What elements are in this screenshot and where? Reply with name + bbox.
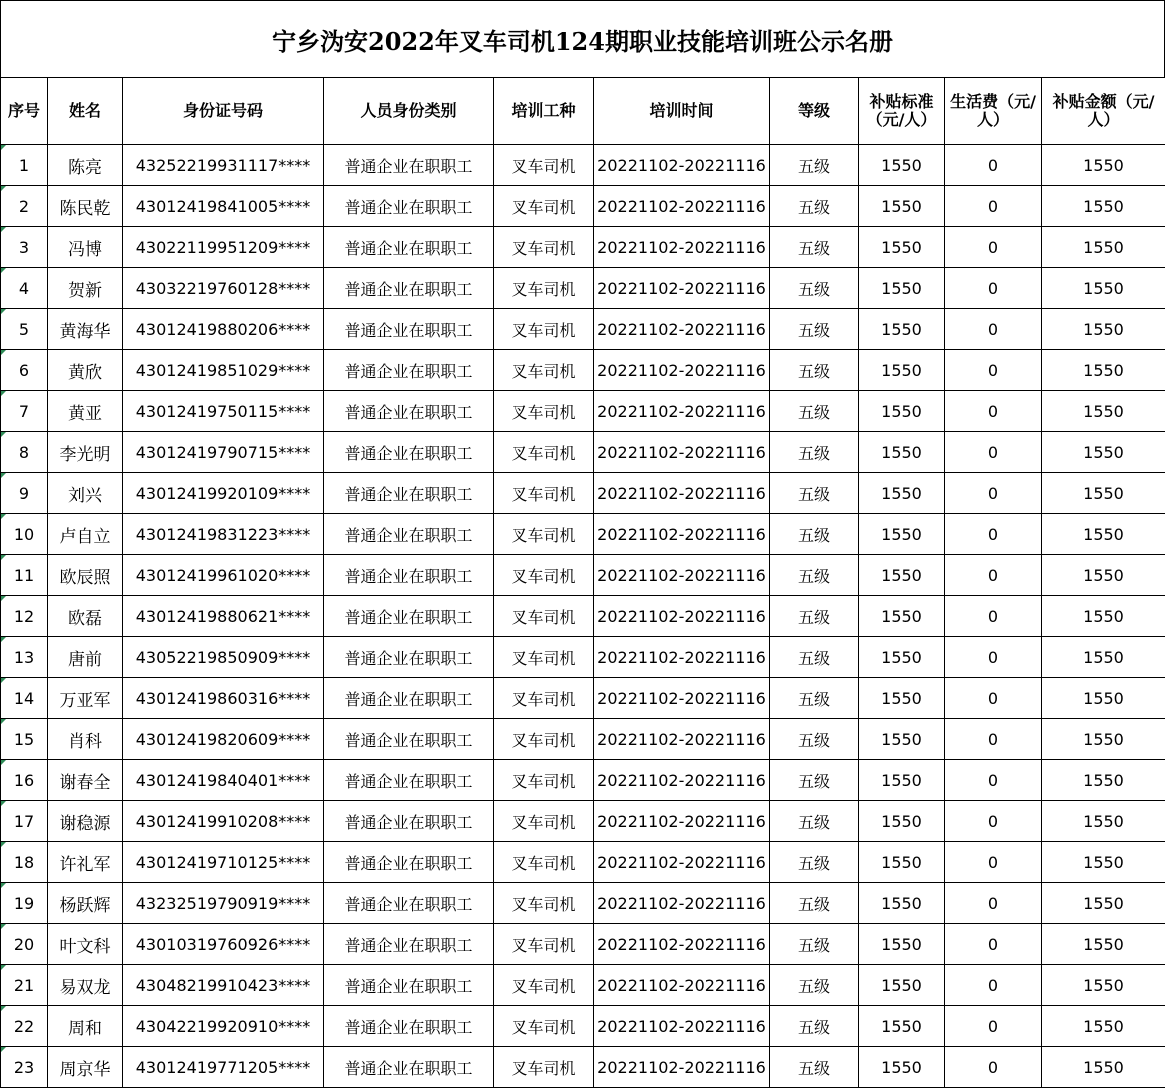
cell-category[interactable]: 普通企业在职职工: [324, 719, 494, 760]
cell-seq[interactable]: 5: [1, 309, 48, 350]
cell-seq[interactable]: 7: [1, 391, 48, 432]
cell-period[interactable]: 20221102-20221116: [594, 309, 770, 350]
cell-period[interactable]: 20221102-20221116: [594, 1047, 770, 1088]
cell-seq[interactable]: 3: [1, 227, 48, 268]
cell-trade[interactable]: 叉车司机: [494, 637, 594, 678]
cell-subsidy-amount[interactable]: 1550: [1042, 1047, 1165, 1088]
cell-name[interactable]: 黄海华: [48, 309, 123, 350]
cell-seq[interactable]: 11: [1, 555, 48, 596]
cell-living-cost[interactable]: 0: [945, 309, 1042, 350]
cell-level[interactable]: 五级: [770, 719, 859, 760]
cell-period[interactable]: 20221102-20221116: [594, 801, 770, 842]
cell-trade[interactable]: 叉车司机: [494, 1006, 594, 1047]
cell-level[interactable]: 五级: [770, 637, 859, 678]
cell-id-number[interactable]: 43232519790919****: [123, 883, 324, 924]
cell-category[interactable]: 普通企业在职职工: [324, 350, 494, 391]
cell-subsidy-standard[interactable]: 1550: [859, 145, 945, 186]
cell-subsidy-standard[interactable]: 1550: [859, 637, 945, 678]
cell-period[interactable]: 20221102-20221116: [594, 227, 770, 268]
cell-subsidy-standard[interactable]: 1550: [859, 514, 945, 555]
cell-name[interactable]: 冯博: [48, 227, 123, 268]
cell-level[interactable]: 五级: [770, 1047, 859, 1088]
cell-trade[interactable]: 叉车司机: [494, 719, 594, 760]
table-row: [1, 801, 1165, 842]
cell-living-cost[interactable]: 0: [945, 637, 1042, 678]
cell-name[interactable]: 黄亚: [48, 391, 123, 432]
header-name[interactable]: 姓名: [48, 78, 123, 145]
cell-trade[interactable]: 叉车司机: [494, 965, 594, 1006]
cell-subsidy-amount[interactable]: 1550: [1042, 391, 1165, 432]
cell-period[interactable]: 20221102-20221116: [594, 596, 770, 637]
header-subsidy-standard[interactable]: 补贴标准（元/人）: [859, 78, 945, 145]
cell-id-number[interactable]: 43012419880621****: [123, 596, 324, 637]
cell-category[interactable]: 普通企业在职职工: [324, 391, 494, 432]
cell-name[interactable]: 周京华: [48, 1047, 123, 1088]
cell-seq[interactable]: 18: [1, 842, 48, 883]
cell-living-cost[interactable]: 0: [945, 555, 1042, 596]
cell-subsidy-amount[interactable]: 1550: [1042, 842, 1165, 883]
table-body: [1, 145, 1165, 1088]
table-row: [1, 883, 1165, 924]
cell-level[interactable]: 五级: [770, 924, 859, 965]
cell-name[interactable]: 李光明: [48, 432, 123, 473]
cell-trade[interactable]: 叉车司机: [494, 555, 594, 596]
cell-name[interactable]: 陈民乾: [48, 186, 123, 227]
cell-category[interactable]: 普通企业在职职工: [324, 965, 494, 1006]
cell-name[interactable]: 万亚军: [48, 678, 123, 719]
cell-subsidy-amount[interactable]: 1550: [1042, 965, 1165, 1006]
cell-living-cost[interactable]: 0: [945, 227, 1042, 268]
cell-category[interactable]: 普通企业在职职工: [324, 883, 494, 924]
cell-period[interactable]: 20221102-20221116: [594, 965, 770, 1006]
cell-subsidy-amount[interactable]: 1550: [1042, 432, 1165, 473]
cell-subsidy-standard[interactable]: 1550: [859, 965, 945, 1006]
cell-category[interactable]: 普通企业在职职工: [324, 760, 494, 801]
cell-period[interactable]: 20221102-20221116: [594, 268, 770, 309]
cell-living-cost[interactable]: 0: [945, 760, 1042, 801]
cell-name[interactable]: 叶文科: [48, 924, 123, 965]
cell-id-number[interactable]: 43010319760926****: [123, 924, 324, 965]
cell-category[interactable]: 普通企业在职职工: [324, 514, 494, 555]
cell-name[interactable]: 卢自立: [48, 514, 123, 555]
cell-trade[interactable]: 叉车司机: [494, 350, 594, 391]
cell-subsidy-amount[interactable]: 1550: [1042, 186, 1165, 227]
cell-id-number[interactable]: 43012419860316****: [123, 678, 324, 719]
cell-name[interactable]: 贺新: [48, 268, 123, 309]
cell-period[interactable]: 20221102-20221116: [594, 842, 770, 883]
cell-subsidy-standard[interactable]: 1550: [859, 596, 945, 637]
cell-id-number[interactable]: 43048219910423****: [123, 965, 324, 1006]
cell-seq[interactable]: 1: [1, 145, 48, 186]
table-row: [1, 432, 1165, 473]
cell-id-number[interactable]: 43012419880206****: [123, 309, 324, 350]
cell-subsidy-standard[interactable]: 1550: [859, 883, 945, 924]
cell-trade[interactable]: 叉车司机: [494, 227, 594, 268]
cell-seq[interactable]: 6: [1, 350, 48, 391]
cell-subsidy-standard[interactable]: 1550: [859, 309, 945, 350]
cell-subsidy-amount[interactable]: 1550: [1042, 227, 1165, 268]
cell-period[interactable]: 20221102-20221116: [594, 186, 770, 227]
cell-id-number[interactable]: 43012419750115****: [123, 391, 324, 432]
cell-subsidy-standard[interactable]: 1550: [859, 924, 945, 965]
cell-period[interactable]: 20221102-20221116: [594, 350, 770, 391]
cell-trade[interactable]: 叉车司机: [494, 309, 594, 350]
cell-category[interactable]: 普通企业在职职工: [324, 186, 494, 227]
header-level[interactable]: 等级: [770, 78, 859, 145]
cell-subsidy-standard[interactable]: 1550: [859, 555, 945, 596]
cell-level[interactable]: 五级: [770, 432, 859, 473]
cell-name[interactable]: 唐前: [48, 637, 123, 678]
cell-trade[interactable]: 叉车司机: [494, 432, 594, 473]
cell-living-cost[interactable]: 0: [945, 1006, 1042, 1047]
cell-living-cost[interactable]: 0: [945, 350, 1042, 391]
cell-level[interactable]: 五级: [770, 145, 859, 186]
cell-seq[interactable]: 9: [1, 473, 48, 514]
cell-seq[interactable]: 19: [1, 883, 48, 924]
cell-id-number[interactable]: 43252219931117****: [123, 145, 324, 186]
cell-subsidy-amount[interactable]: 1550: [1042, 268, 1165, 309]
cell-subsidy-amount[interactable]: 1550: [1042, 924, 1165, 965]
cell-living-cost[interactable]: 0: [945, 186, 1042, 227]
cell-id-number[interactable]: 43012419790715****: [123, 432, 324, 473]
cell-living-cost[interactable]: 0: [945, 145, 1042, 186]
cell-trade[interactable]: 叉车司机: [494, 842, 594, 883]
cell-category[interactable]: 普通企业在职职工: [324, 145, 494, 186]
cell-seq[interactable]: 21: [1, 965, 48, 1006]
cell-trade[interactable]: 叉车司机: [494, 514, 594, 555]
cell-level[interactable]: 五级: [770, 473, 859, 514]
header-trade[interactable]: 培训工种: [494, 78, 594, 145]
cell-living-cost[interactable]: 0: [945, 473, 1042, 514]
table-row: [1, 309, 1165, 350]
cell-name[interactable]: 谢稳源: [48, 801, 123, 842]
roster-table: [0, 77, 1165, 1088]
cell-subsidy-standard[interactable]: 1550: [859, 227, 945, 268]
cell-category[interactable]: 普通企业在职职工: [324, 801, 494, 842]
cell-category[interactable]: 普通企业在职职工: [324, 309, 494, 350]
cell-seq[interactable]: 12: [1, 596, 48, 637]
cell-subsidy-standard[interactable]: 1550: [859, 801, 945, 842]
cell-period[interactable]: 20221102-20221116: [594, 719, 770, 760]
cell-level[interactable]: 五级: [770, 268, 859, 309]
cell-subsidy-standard[interactable]: 1550: [859, 186, 945, 227]
table-row: [1, 637, 1165, 678]
cell-trade[interactable]: 叉车司机: [494, 186, 594, 227]
cell-category[interactable]: 普通企业在职职工: [324, 924, 494, 965]
cell-subsidy-amount[interactable]: 1550: [1042, 801, 1165, 842]
cell-name[interactable]: 肖科: [48, 719, 123, 760]
cell-category[interactable]: 普通企业在职职工: [324, 1047, 494, 1088]
cell-id-number[interactable]: 43012419820609****: [123, 719, 324, 760]
cell-name[interactable]: 欧磊: [48, 596, 123, 637]
cell-level[interactable]: 五级: [770, 760, 859, 801]
cell-category[interactable]: 普通企业在职职工: [324, 432, 494, 473]
cell-living-cost[interactable]: 0: [945, 678, 1042, 719]
cell-name[interactable]: 杨跃辉: [48, 883, 123, 924]
cell-trade[interactable]: 叉车司机: [494, 678, 594, 719]
cell-seq[interactable]: 14: [1, 678, 48, 719]
cell-level[interactable]: 五级: [770, 801, 859, 842]
cell-level[interactable]: 五级: [770, 965, 859, 1006]
cell-category[interactable]: 普通企业在职职工: [324, 637, 494, 678]
header-row: [1, 78, 1165, 145]
cell-category[interactable]: 普通企业在职职工: [324, 268, 494, 309]
header-living-cost[interactable]: 生活费（元/人）: [945, 78, 1042, 145]
cell-id-number[interactable]: 43032219760128****: [123, 268, 324, 309]
cell-subsidy-standard[interactable]: 1550: [859, 719, 945, 760]
cell-trade[interactable]: 叉车司机: [494, 1047, 594, 1088]
table-row: [1, 678, 1165, 719]
cell-name[interactable]: 陈亮: [48, 145, 123, 186]
table-row: [1, 965, 1165, 1006]
cell-name[interactable]: 欧辰照: [48, 555, 123, 596]
cell-id-number[interactable]: 43052219850909****: [123, 637, 324, 678]
cell-level[interactable]: 五级: [770, 514, 859, 555]
cell-level[interactable]: 五级: [770, 186, 859, 227]
cell-subsidy-amount[interactable]: 1550: [1042, 596, 1165, 637]
cell-period[interactable]: 20221102-20221116: [594, 145, 770, 186]
cell-period[interactable]: 20221102-20221116: [594, 391, 770, 432]
cell-trade[interactable]: 叉车司机: [494, 883, 594, 924]
table-row: [1, 227, 1165, 268]
cell-subsidy-amount[interactable]: 1550: [1042, 637, 1165, 678]
cell-subsidy-standard[interactable]: 1550: [859, 1006, 945, 1047]
cell-level[interactable]: 五级: [770, 1006, 859, 1047]
cell-name[interactable]: 刘兴: [48, 473, 123, 514]
cell-trade[interactable]: 叉车司机: [494, 924, 594, 965]
cell-subsidy-standard[interactable]: 1550: [859, 350, 945, 391]
cell-living-cost[interactable]: 0: [945, 391, 1042, 432]
cell-subsidy-standard[interactable]: 1550: [859, 1047, 945, 1088]
table-row: [1, 186, 1165, 227]
cell-subsidy-amount[interactable]: 1550: [1042, 309, 1165, 350]
cell-subsidy-amount[interactable]: 1550: [1042, 350, 1165, 391]
cell-subsidy-standard[interactable]: 1550: [859, 842, 945, 883]
table-row: [1, 1006, 1165, 1047]
cell-living-cost[interactable]: 0: [945, 1047, 1042, 1088]
cell-living-cost[interactable]: 0: [945, 801, 1042, 842]
cell-subsidy-amount[interactable]: 1550: [1042, 555, 1165, 596]
header-category[interactable]: 人员身份类别: [324, 78, 494, 145]
cell-level[interactable]: 五级: [770, 842, 859, 883]
cell-subsidy-standard[interactable]: 1550: [859, 678, 945, 719]
sheet-title: 宁乡沩安2022年叉车司机124期职业技能培训班公示名册: [0, 0, 1165, 77]
table-row: [1, 555, 1165, 596]
cell-period[interactable]: 20221102-20221116: [594, 432, 770, 473]
cell-trade[interactable]: 叉车司机: [494, 801, 594, 842]
cell-trade[interactable]: 叉车司机: [494, 473, 594, 514]
cell-living-cost[interactable]: 0: [945, 719, 1042, 760]
cell-subsidy-standard[interactable]: 1550: [859, 391, 945, 432]
cell-seq[interactable]: 20: [1, 924, 48, 965]
table-row: [1, 1047, 1165, 1088]
cell-id-number[interactable]: 43012419910208****: [123, 801, 324, 842]
table-row: [1, 391, 1165, 432]
cell-seq[interactable]: 8: [1, 432, 48, 473]
cell-id-number[interactable]: 43042219920910****: [123, 1006, 324, 1047]
cell-id-number[interactable]: 43022119951209****: [123, 227, 324, 268]
cell-seq[interactable]: 2: [1, 186, 48, 227]
cell-seq[interactable]: 22: [1, 1006, 48, 1047]
table-row: [1, 514, 1165, 555]
cell-subsidy-standard[interactable]: 1550: [859, 473, 945, 514]
header-subsidy-amount[interactable]: 补贴金额（元/人）: [1042, 78, 1165, 145]
table-row: [1, 596, 1165, 637]
cell-period[interactable]: 20221102-20221116: [594, 760, 770, 801]
cell-living-cost[interactable]: 0: [945, 268, 1042, 309]
cell-level[interactable]: 五级: [770, 391, 859, 432]
cell-trade[interactable]: 叉车司机: [494, 145, 594, 186]
cell-subsidy-amount[interactable]: 1550: [1042, 760, 1165, 801]
cell-name[interactable]: 周和: [48, 1006, 123, 1047]
cell-period[interactable]: 20221102-20221116: [594, 924, 770, 965]
cell-period[interactable]: 20221102-20221116: [594, 637, 770, 678]
cell-trade[interactable]: 叉车司机: [494, 268, 594, 309]
cell-id-number[interactable]: 43012419710125****: [123, 842, 324, 883]
cell-name[interactable]: 谢春全: [48, 760, 123, 801]
cell-period[interactable]: 20221102-20221116: [594, 473, 770, 514]
cell-living-cost[interactable]: 0: [945, 965, 1042, 1006]
cell-living-cost[interactable]: 0: [945, 596, 1042, 637]
cell-category[interactable]: 普通企业在职职工: [324, 842, 494, 883]
table-row: [1, 145, 1165, 186]
table-row: [1, 350, 1165, 391]
header-id[interactable]: 身份证号码: [123, 78, 324, 145]
cell-subsidy-amount[interactable]: 1550: [1042, 1006, 1165, 1047]
cell-subsidy-standard[interactable]: 1550: [859, 760, 945, 801]
cell-id-number[interactable]: 43012419771205****: [123, 1047, 324, 1088]
cell-living-cost[interactable]: 0: [945, 883, 1042, 924]
cell-name[interactable]: 许礼军: [48, 842, 123, 883]
cell-id-number[interactable]: 43012419831223****: [123, 514, 324, 555]
table-row: [1, 719, 1165, 760]
cell-subsidy-standard[interactable]: 1550: [859, 268, 945, 309]
cell-id-number[interactable]: 43012419841005****: [123, 186, 324, 227]
cell-level[interactable]: 五级: [770, 883, 859, 924]
cell-living-cost[interactable]: 0: [945, 924, 1042, 965]
cell-category[interactable]: 普通企业在职职工: [324, 596, 494, 637]
cell-seq[interactable]: 10: [1, 514, 48, 555]
cell-subsidy-amount[interactable]: 1550: [1042, 678, 1165, 719]
table-row: [1, 760, 1165, 801]
cell-level[interactable]: 五级: [770, 227, 859, 268]
table-row: [1, 924, 1165, 965]
cell-trade[interactable]: 叉车司机: [494, 596, 594, 637]
cell-subsidy-amount[interactable]: 1550: [1042, 883, 1165, 924]
header-seq[interactable]: 序号: [1, 78, 48, 145]
cell-living-cost[interactable]: 0: [945, 514, 1042, 555]
cell-level[interactable]: 五级: [770, 678, 859, 719]
cell-seq[interactable]: 17: [1, 801, 48, 842]
cell-subsidy-amount[interactable]: 1550: [1042, 719, 1165, 760]
cell-living-cost[interactable]: 0: [945, 842, 1042, 883]
cell-id-number[interactable]: 43012419851029****: [123, 350, 324, 391]
cell-seq[interactable]: 23: [1, 1047, 48, 1088]
cell-id-number[interactable]: 43012419840401****: [123, 760, 324, 801]
cell-category[interactable]: 普通企业在职职工: [324, 227, 494, 268]
cell-level[interactable]: 五级: [770, 555, 859, 596]
table-row: [1, 842, 1165, 883]
cell-seq[interactable]: 15: [1, 719, 48, 760]
cell-level[interactable]: 五级: [770, 596, 859, 637]
cell-category[interactable]: 普通企业在职职工: [324, 678, 494, 719]
cell-subsidy-amount[interactable]: 1550: [1042, 514, 1165, 555]
cell-seq[interactable]: 4: [1, 268, 48, 309]
cell-seq[interactable]: 13: [1, 637, 48, 678]
cell-id-number[interactable]: 43012419920109****: [123, 473, 324, 514]
cell-period[interactable]: 20221102-20221116: [594, 555, 770, 596]
cell-trade[interactable]: 叉车司机: [494, 760, 594, 801]
cell-level[interactable]: 五级: [770, 309, 859, 350]
table-row: [1, 473, 1165, 514]
cell-subsidy-amount[interactable]: 1550: [1042, 145, 1165, 186]
cell-living-cost[interactable]: 0: [945, 432, 1042, 473]
cell-id-number[interactable]: 43012419961020****: [123, 555, 324, 596]
cell-seq[interactable]: 16: [1, 760, 48, 801]
cell-name[interactable]: 易双龙: [48, 965, 123, 1006]
cell-level[interactable]: 五级: [770, 350, 859, 391]
cell-subsidy-standard[interactable]: 1550: [859, 432, 945, 473]
cell-subsidy-amount[interactable]: 1550: [1042, 473, 1165, 514]
cell-name[interactable]: 黄欣: [48, 350, 123, 391]
header-period[interactable]: 培训时间: [594, 78, 770, 145]
cell-category[interactable]: 普通企业在职职工: [324, 473, 494, 514]
cell-period[interactable]: 20221102-20221116: [594, 514, 770, 555]
cell-period[interactable]: 20221102-20221116: [594, 678, 770, 719]
cell-category[interactable]: 普通企业在职职工: [324, 1006, 494, 1047]
cell-period[interactable]: 20221102-20221116: [594, 1006, 770, 1047]
cell-trade[interactable]: 叉车司机: [494, 391, 594, 432]
table-row: [1, 268, 1165, 309]
cell-period[interactable]: 20221102-20221116: [594, 883, 770, 924]
cell-category[interactable]: 普通企业在职职工: [324, 555, 494, 596]
